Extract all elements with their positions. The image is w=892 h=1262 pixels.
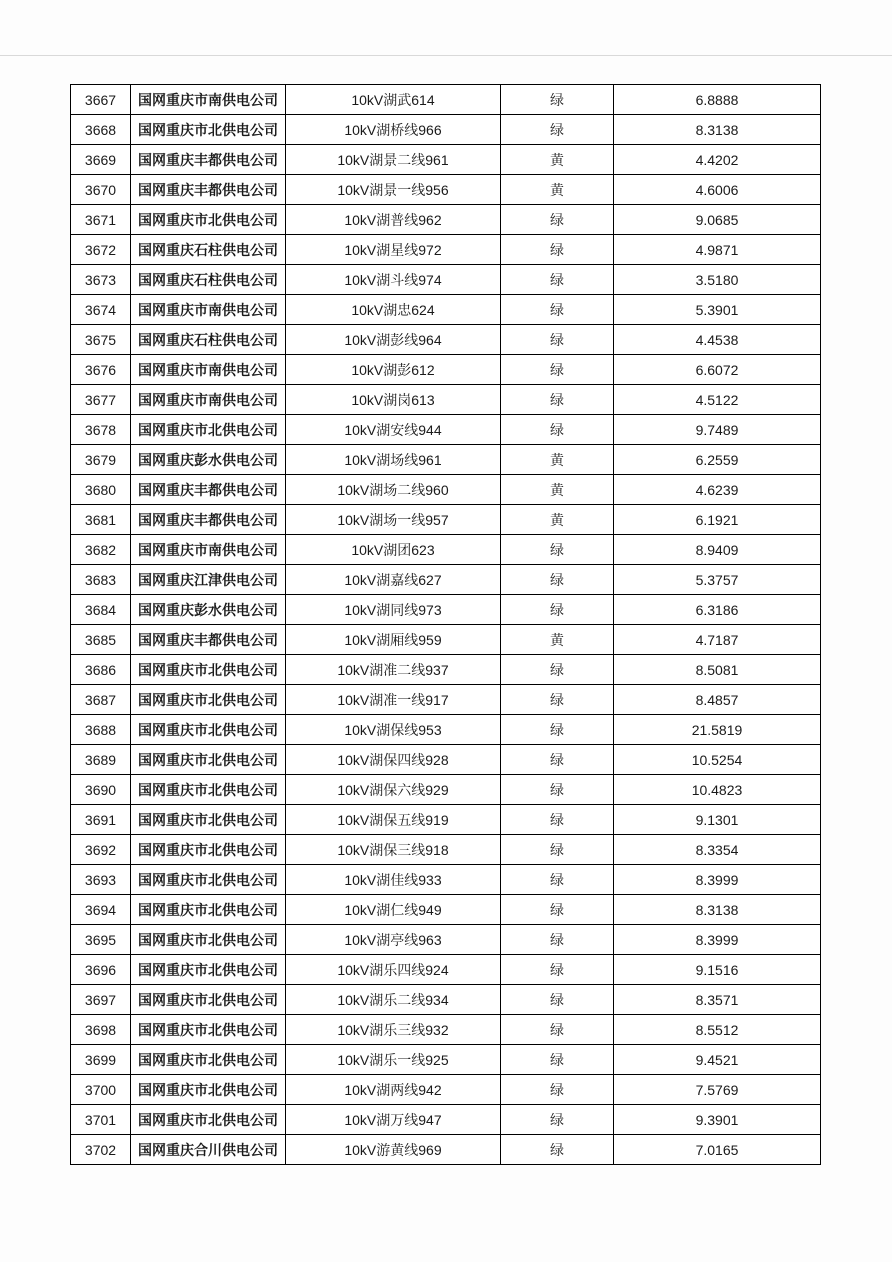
line-name-cell: 10kV湖斗线974 bbox=[286, 265, 501, 295]
company-cell: 国网重庆市南供电公司 bbox=[131, 295, 286, 325]
line-name-cell: 10kV湖忠624 bbox=[286, 295, 501, 325]
value-cell: 6.1921 bbox=[614, 505, 821, 535]
line-name-cell: 10kV湖场一线957 bbox=[286, 505, 501, 535]
table-row bbox=[71, 715, 821, 745]
table-row bbox=[71, 115, 821, 145]
company-cell: 国网重庆市北供电公司 bbox=[131, 1105, 286, 1135]
line-name-cell: 10kV湖厢线959 bbox=[286, 625, 501, 655]
value-cell: 9.4521 bbox=[614, 1045, 821, 1075]
company-cell: 国网重庆市南供电公司 bbox=[131, 385, 286, 415]
company-cell: 国网重庆市南供电公司 bbox=[131, 355, 286, 385]
value-cell: 8.3999 bbox=[614, 925, 821, 955]
value-cell: 7.5769 bbox=[614, 1075, 821, 1105]
status-cell: 绿 bbox=[501, 745, 614, 775]
status-cell: 绿 bbox=[501, 325, 614, 355]
line-name-cell: 10kV湖彭612 bbox=[286, 355, 501, 385]
row-id-cell: 3694 bbox=[71, 895, 131, 925]
row-id-cell: 3692 bbox=[71, 835, 131, 865]
value-cell: 8.5081 bbox=[614, 655, 821, 685]
status-cell: 绿 bbox=[501, 265, 614, 295]
value-cell: 7.0165 bbox=[614, 1135, 821, 1165]
value-cell: 10.4823 bbox=[614, 775, 821, 805]
company-cell: 国网重庆合川供电公司 bbox=[131, 1135, 286, 1165]
table-row bbox=[71, 235, 821, 265]
status-cell: 绿 bbox=[501, 595, 614, 625]
value-cell: 9.7489 bbox=[614, 415, 821, 445]
value-cell: 6.3186 bbox=[614, 595, 821, 625]
company-cell: 国网重庆彭水供电公司 bbox=[131, 445, 286, 475]
table-row bbox=[71, 655, 821, 685]
table-row bbox=[71, 415, 821, 445]
table-row bbox=[71, 265, 821, 295]
table-row bbox=[71, 835, 821, 865]
value-cell: 9.0685 bbox=[614, 205, 821, 235]
value-cell: 21.5819 bbox=[614, 715, 821, 745]
status-cell: 绿 bbox=[501, 205, 614, 235]
row-id-cell: 3679 bbox=[71, 445, 131, 475]
value-cell: 9.1516 bbox=[614, 955, 821, 985]
status-cell: 绿 bbox=[501, 535, 614, 565]
row-id-cell: 3689 bbox=[71, 745, 131, 775]
table-row bbox=[71, 535, 821, 565]
value-cell: 5.3901 bbox=[614, 295, 821, 325]
row-id-cell: 3681 bbox=[71, 505, 131, 535]
line-name-cell: 10kV湖保六线929 bbox=[286, 775, 501, 805]
status-cell: 绿 bbox=[501, 835, 614, 865]
company-cell: 国网重庆市北供电公司 bbox=[131, 205, 286, 235]
value-cell: 8.9409 bbox=[614, 535, 821, 565]
value-cell: 5.3757 bbox=[614, 565, 821, 595]
line-name-cell: 10kV湖保三线918 bbox=[286, 835, 501, 865]
line-name-cell: 10kV湖彭线964 bbox=[286, 325, 501, 355]
company-cell: 国网重庆江津供电公司 bbox=[131, 565, 286, 595]
status-cell: 绿 bbox=[501, 775, 614, 805]
value-cell: 3.5180 bbox=[614, 265, 821, 295]
table-row bbox=[71, 1105, 821, 1135]
line-name-cell: 10kV湖仁线949 bbox=[286, 895, 501, 925]
row-id-cell: 3691 bbox=[71, 805, 131, 835]
line-name-cell: 10kV湖安线944 bbox=[286, 415, 501, 445]
value-cell: 8.3138 bbox=[614, 115, 821, 145]
company-cell: 国网重庆丰都供电公司 bbox=[131, 145, 286, 175]
company-cell: 国网重庆市北供电公司 bbox=[131, 835, 286, 865]
status-cell: 绿 bbox=[501, 1075, 614, 1105]
row-id-cell: 3684 bbox=[71, 595, 131, 625]
table-row bbox=[71, 85, 821, 115]
value-cell: 9.1301 bbox=[614, 805, 821, 835]
line-name-cell: 10kV湖准一线917 bbox=[286, 685, 501, 715]
status-cell: 黄 bbox=[501, 445, 614, 475]
status-cell: 绿 bbox=[501, 805, 614, 835]
value-cell: 4.9871 bbox=[614, 235, 821, 265]
row-id-cell: 3693 bbox=[71, 865, 131, 895]
status-cell: 绿 bbox=[501, 865, 614, 895]
row-id-cell: 3685 bbox=[71, 625, 131, 655]
value-cell: 9.3901 bbox=[614, 1105, 821, 1135]
status-cell: 黄 bbox=[501, 175, 614, 205]
table-row bbox=[71, 925, 821, 955]
line-name-cell: 10kV湖武614 bbox=[286, 85, 501, 115]
company-cell: 国网重庆市北供电公司 bbox=[131, 985, 286, 1015]
status-cell: 绿 bbox=[501, 895, 614, 925]
row-id-cell: 3696 bbox=[71, 955, 131, 985]
table-row bbox=[71, 745, 821, 775]
row-id-cell: 3677 bbox=[71, 385, 131, 415]
row-id-cell: 3676 bbox=[71, 355, 131, 385]
row-id-cell: 3687 bbox=[71, 685, 131, 715]
line-name-cell: 10kV湖岗613 bbox=[286, 385, 501, 415]
row-id-cell: 3699 bbox=[71, 1045, 131, 1075]
company-cell: 国网重庆市北供电公司 bbox=[131, 925, 286, 955]
status-cell: 绿 bbox=[501, 1105, 614, 1135]
line-name-cell: 10kV湖乐一线925 bbox=[286, 1045, 501, 1075]
company-cell: 国网重庆市北供电公司 bbox=[131, 415, 286, 445]
status-cell: 绿 bbox=[501, 985, 614, 1015]
line-name-cell: 10kV游黄线969 bbox=[286, 1135, 501, 1165]
row-id-cell: 3673 bbox=[71, 265, 131, 295]
company-cell: 国网重庆彭水供电公司 bbox=[131, 595, 286, 625]
status-cell: 黄 bbox=[501, 625, 614, 655]
table-row bbox=[71, 865, 821, 895]
company-cell: 国网重庆石柱供电公司 bbox=[131, 235, 286, 265]
status-cell: 绿 bbox=[501, 955, 614, 985]
value-cell: 10.5254 bbox=[614, 745, 821, 775]
status-cell: 黄 bbox=[501, 505, 614, 535]
company-cell: 国网重庆市北供电公司 bbox=[131, 1045, 286, 1075]
company-cell: 国网重庆市北供电公司 bbox=[131, 745, 286, 775]
table-row bbox=[71, 175, 821, 205]
line-name-cell: 10kV湖景一线956 bbox=[286, 175, 501, 205]
line-name-cell: 10kV湖同线973 bbox=[286, 595, 501, 625]
row-id-cell: 3675 bbox=[71, 325, 131, 355]
status-cell: 绿 bbox=[501, 415, 614, 445]
status-cell: 绿 bbox=[501, 1045, 614, 1075]
value-cell: 4.6239 bbox=[614, 475, 821, 505]
status-cell: 黄 bbox=[501, 145, 614, 175]
status-cell: 绿 bbox=[501, 655, 614, 685]
line-name-cell: 10kV湖保线953 bbox=[286, 715, 501, 745]
value-cell: 4.4538 bbox=[614, 325, 821, 355]
line-name-cell: 10kV湖两线942 bbox=[286, 1075, 501, 1105]
company-cell: 国网重庆市北供电公司 bbox=[131, 895, 286, 925]
line-name-cell: 10kV湖普线962 bbox=[286, 205, 501, 235]
table-row bbox=[71, 355, 821, 385]
table-row bbox=[71, 1015, 821, 1045]
company-cell: 国网重庆市北供电公司 bbox=[131, 805, 286, 835]
row-id-cell: 3690 bbox=[71, 775, 131, 805]
line-name-cell: 10kV湖乐三线932 bbox=[286, 1015, 501, 1045]
company-cell: 国网重庆市北供电公司 bbox=[131, 715, 286, 745]
table-row bbox=[71, 385, 821, 415]
table-row bbox=[71, 625, 821, 655]
table-body bbox=[71, 85, 821, 1165]
table-row bbox=[71, 1045, 821, 1075]
row-id-cell: 3700 bbox=[71, 1075, 131, 1105]
company-cell: 国网重庆市北供电公司 bbox=[131, 955, 286, 985]
row-id-cell: 3698 bbox=[71, 1015, 131, 1045]
company-cell: 国网重庆市北供电公司 bbox=[131, 685, 286, 715]
value-cell: 4.4202 bbox=[614, 145, 821, 175]
value-cell: 8.5512 bbox=[614, 1015, 821, 1045]
status-cell: 绿 bbox=[501, 85, 614, 115]
table-row bbox=[71, 295, 821, 325]
status-cell: 绿 bbox=[501, 1135, 614, 1165]
row-id-cell: 3667 bbox=[71, 85, 131, 115]
status-cell: 绿 bbox=[501, 565, 614, 595]
table-row bbox=[71, 475, 821, 505]
line-name-cell: 10kV湖嘉线627 bbox=[286, 565, 501, 595]
company-cell: 国网重庆石柱供电公司 bbox=[131, 325, 286, 355]
line-name-cell: 10kV湖亭线963 bbox=[286, 925, 501, 955]
line-name-cell: 10kV湖景二线961 bbox=[286, 145, 501, 175]
status-cell: 绿 bbox=[501, 925, 614, 955]
status-cell: 绿 bbox=[501, 235, 614, 265]
line-name-cell: 10kV湖保五线919 bbox=[286, 805, 501, 835]
table-row bbox=[71, 205, 821, 235]
status-cell: 绿 bbox=[501, 115, 614, 145]
row-id-cell: 3672 bbox=[71, 235, 131, 265]
status-cell: 绿 bbox=[501, 685, 614, 715]
status-cell: 绿 bbox=[501, 355, 614, 385]
line-name-cell: 10kV湖场线961 bbox=[286, 445, 501, 475]
row-id-cell: 3670 bbox=[71, 175, 131, 205]
table-row bbox=[71, 685, 821, 715]
company-cell: 国网重庆市北供电公司 bbox=[131, 775, 286, 805]
table-row bbox=[71, 895, 821, 925]
company-cell: 国网重庆市北供电公司 bbox=[131, 655, 286, 685]
value-cell: 8.3571 bbox=[614, 985, 821, 1015]
line-name-cell: 10kV湖保四线928 bbox=[286, 745, 501, 775]
company-cell: 国网重庆石柱供电公司 bbox=[131, 265, 286, 295]
company-cell: 国网重庆市南供电公司 bbox=[131, 85, 286, 115]
line-name-cell: 10kV湖星线972 bbox=[286, 235, 501, 265]
table-row bbox=[71, 775, 821, 805]
row-id-cell: 3697 bbox=[71, 985, 131, 1015]
row-id-cell: 3668 bbox=[71, 115, 131, 145]
table-row bbox=[71, 325, 821, 355]
value-cell: 8.3354 bbox=[614, 835, 821, 865]
row-id-cell: 3669 bbox=[71, 145, 131, 175]
row-id-cell: 3674 bbox=[71, 295, 131, 325]
company-cell: 国网重庆丰都供电公司 bbox=[131, 475, 286, 505]
row-id-cell: 3671 bbox=[71, 205, 131, 235]
value-cell: 4.7187 bbox=[614, 625, 821, 655]
row-id-cell: 3686 bbox=[71, 655, 131, 685]
table-row bbox=[71, 955, 821, 985]
company-cell: 国网重庆市北供电公司 bbox=[131, 115, 286, 145]
company-cell: 国网重庆市北供电公司 bbox=[131, 865, 286, 895]
company-cell: 国网重庆市北供电公司 bbox=[131, 1075, 286, 1105]
row-id-cell: 3678 bbox=[71, 415, 131, 445]
line-name-cell: 10kV湖乐二线934 bbox=[286, 985, 501, 1015]
value-cell: 8.3999 bbox=[614, 865, 821, 895]
table-row bbox=[71, 1075, 821, 1105]
table-row bbox=[71, 445, 821, 475]
table-row bbox=[71, 805, 821, 835]
status-cell: 绿 bbox=[501, 385, 614, 415]
table-row bbox=[71, 595, 821, 625]
company-cell: 国网重庆丰都供电公司 bbox=[131, 625, 286, 655]
value-cell: 4.5122 bbox=[614, 385, 821, 415]
row-id-cell: 3683 bbox=[71, 565, 131, 595]
row-id-cell: 3688 bbox=[71, 715, 131, 745]
table-row bbox=[71, 985, 821, 1015]
line-name-cell: 10kV湖团623 bbox=[286, 535, 501, 565]
row-id-cell: 3680 bbox=[71, 475, 131, 505]
line-name-cell: 10kV湖准二线937 bbox=[286, 655, 501, 685]
company-cell: 国网重庆市南供电公司 bbox=[131, 535, 286, 565]
status-cell: 绿 bbox=[501, 295, 614, 325]
table-row bbox=[71, 565, 821, 595]
table-row bbox=[71, 145, 821, 175]
value-cell: 4.6006 bbox=[614, 175, 821, 205]
page-separator-line bbox=[0, 55, 892, 56]
value-cell: 8.3138 bbox=[614, 895, 821, 925]
line-name-cell: 10kV湖乐四线924 bbox=[286, 955, 501, 985]
table-row bbox=[71, 1135, 821, 1165]
status-cell: 黄 bbox=[501, 475, 614, 505]
value-cell: 6.8888 bbox=[614, 85, 821, 115]
company-cell: 国网重庆市北供电公司 bbox=[131, 1015, 286, 1045]
table-row bbox=[71, 505, 821, 535]
row-id-cell: 3702 bbox=[71, 1135, 131, 1165]
company-cell: 国网重庆丰都供电公司 bbox=[131, 175, 286, 205]
value-cell: 6.2559 bbox=[614, 445, 821, 475]
row-id-cell: 3682 bbox=[71, 535, 131, 565]
power-line-table bbox=[70, 84, 821, 1165]
line-name-cell: 10kV湖场二线960 bbox=[286, 475, 501, 505]
line-name-cell: 10kV湖万线947 bbox=[286, 1105, 501, 1135]
company-cell: 国网重庆丰都供电公司 bbox=[131, 505, 286, 535]
value-cell: 6.6072 bbox=[614, 355, 821, 385]
status-cell: 绿 bbox=[501, 1015, 614, 1045]
value-cell: 8.4857 bbox=[614, 685, 821, 715]
status-cell: 绿 bbox=[501, 715, 614, 745]
line-name-cell: 10kV湖桥线966 bbox=[286, 115, 501, 145]
row-id-cell: 3695 bbox=[71, 925, 131, 955]
row-id-cell: 3701 bbox=[71, 1105, 131, 1135]
line-name-cell: 10kV湖佳线933 bbox=[286, 865, 501, 895]
